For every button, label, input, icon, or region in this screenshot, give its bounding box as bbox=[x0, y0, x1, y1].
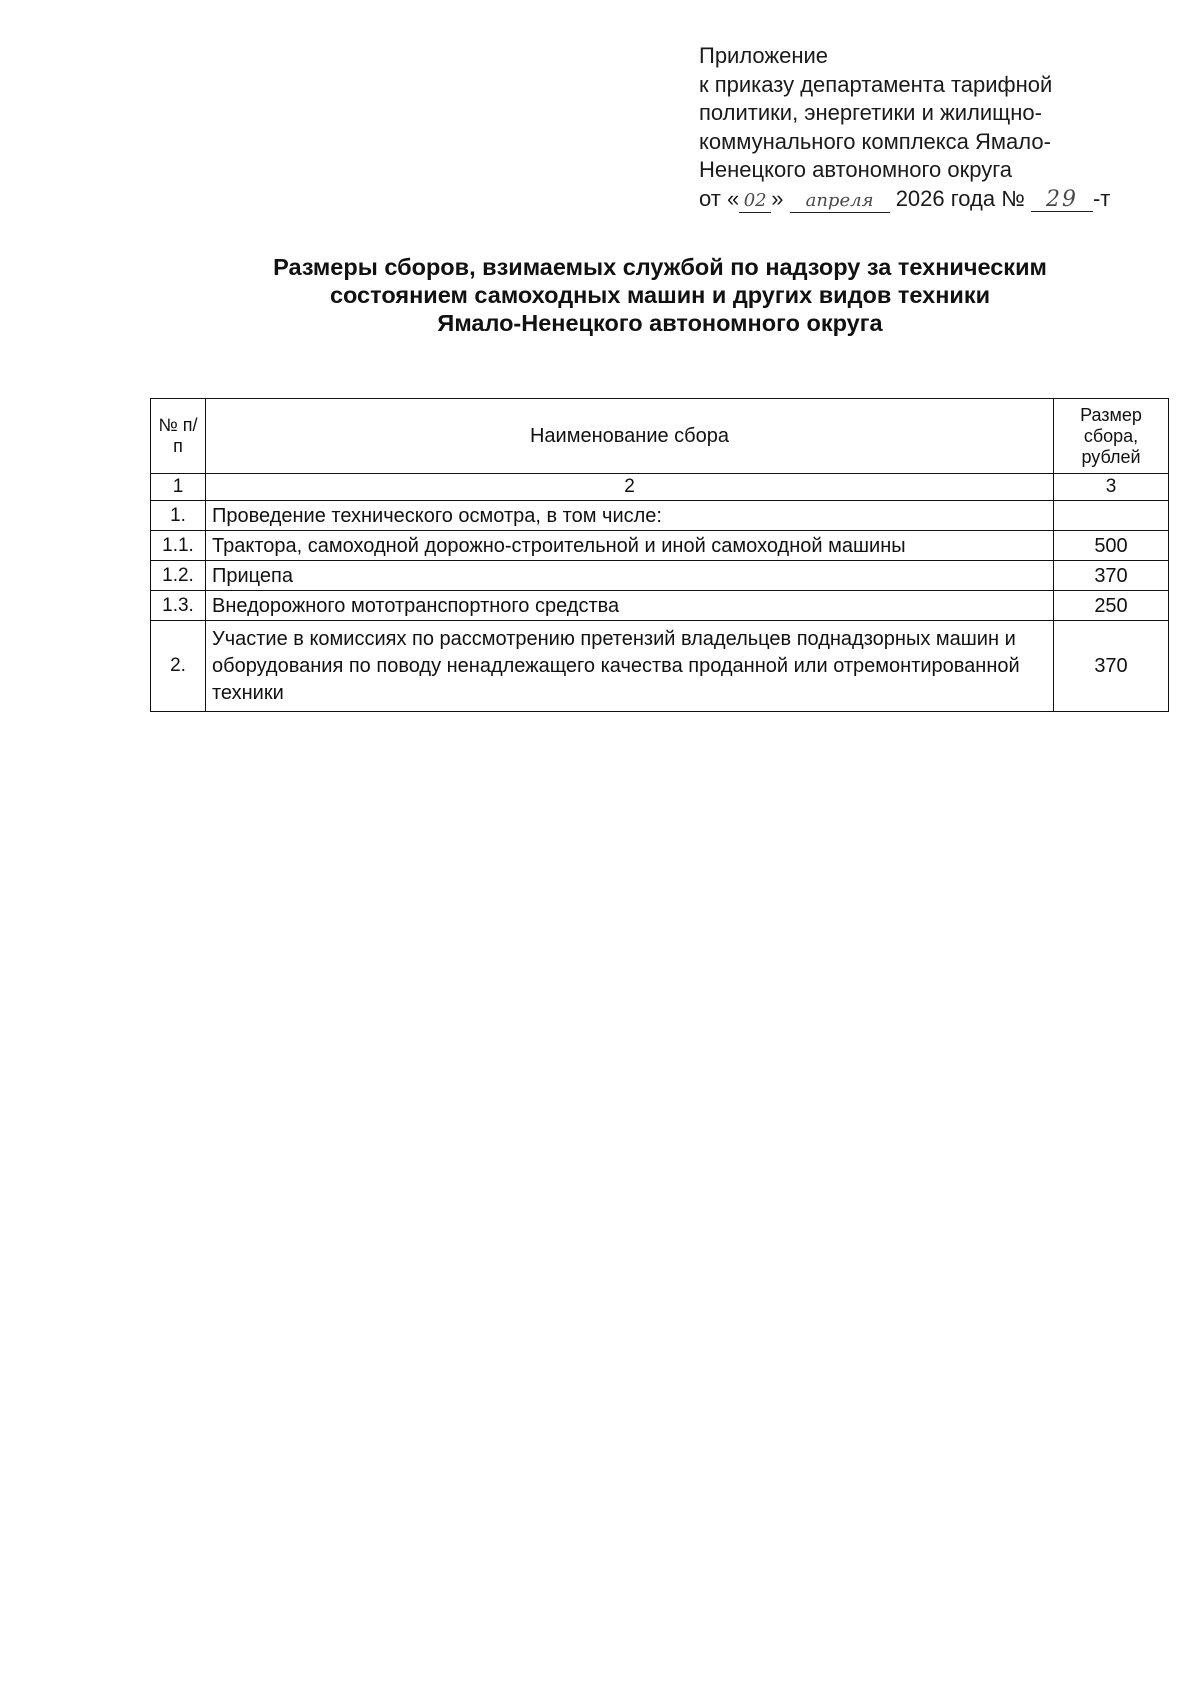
order-number: 29 bbox=[1031, 189, 1093, 212]
header-amount: Размер сбора, рублей bbox=[1054, 399, 1169, 474]
appendix-date-line bbox=[699, 185, 1159, 214]
appendix-line-4: коммунального комплекса Ямало- bbox=[699, 128, 1051, 154]
index-cell-1: 1 bbox=[151, 474, 206, 501]
row-num: 2. bbox=[151, 621, 206, 712]
row-num: 1. bbox=[151, 501, 206, 531]
date-month: апреля bbox=[790, 190, 890, 213]
row-amount: 370 bbox=[1054, 621, 1169, 712]
row-amount: 250 bbox=[1054, 591, 1169, 621]
row-name: Внедорожного мототранспортного средства bbox=[206, 591, 1054, 621]
header-name: Наименование сбора bbox=[206, 399, 1054, 474]
date-prefix: от « bbox=[699, 185, 740, 211]
row-name: Прицепа bbox=[206, 561, 1054, 591]
title-line-3: Ямало-Ненецкого автономного округа bbox=[437, 310, 883, 336]
row-name: Участие в комиссиях по рассмотрению претензий владельцев поднадзорных машин и оборудования по поводу ненадлежащего качества проданной или отремонтированной техники bbox=[206, 621, 1054, 712]
order-suffix: -т bbox=[1092, 185, 1111, 211]
row-name: Проведение технического осмотра, в том числе: bbox=[206, 501, 1054, 531]
title-line-1: Размеры сборов, взимаемых службой по надзору за техническим bbox=[273, 254, 1047, 280]
table-row bbox=[151, 561, 1169, 591]
index-cell-3: 3 bbox=[1054, 474, 1169, 501]
appendix-block bbox=[699, 42, 1159, 213]
row-amount: 500 bbox=[1054, 531, 1169, 561]
table-index-row bbox=[151, 474, 1169, 501]
row-amount: 370 bbox=[1054, 561, 1169, 591]
row-num: 1.3. bbox=[151, 591, 206, 621]
appendix-line-2: к приказу департамента тарифной bbox=[699, 71, 1053, 97]
appendix-line-5: Ненецкого автономного округа bbox=[699, 157, 1013, 182]
date-year: 2026 года № bbox=[895, 185, 1025, 211]
fees-table bbox=[150, 398, 1169, 712]
row-num: 1.1. bbox=[151, 531, 206, 561]
table-row bbox=[151, 621, 1169, 712]
title-line-2: состоянием самоходных машин и других видов техники bbox=[329, 282, 991, 308]
row-num: 1.2. bbox=[151, 561, 206, 591]
document-title bbox=[130, 253, 1190, 337]
row-name: Трактора, самоходной дорожно-строительной и иной самоходной машины bbox=[206, 531, 1054, 561]
row-amount bbox=[1054, 501, 1169, 531]
table-row bbox=[151, 501, 1169, 531]
header-num: № п/п bbox=[151, 399, 206, 474]
appendix-line-3: политики, энергетики и жилищно- bbox=[699, 100, 1042, 125]
date-day: 02 bbox=[739, 190, 771, 213]
appendix-line-1: Приложение bbox=[699, 43, 829, 68]
index-cell-2: 2 bbox=[206, 474, 1054, 501]
date-close: » bbox=[771, 185, 784, 211]
table-header-row bbox=[151, 399, 1169, 474]
table-row bbox=[151, 531, 1169, 561]
table-row bbox=[151, 591, 1169, 621]
